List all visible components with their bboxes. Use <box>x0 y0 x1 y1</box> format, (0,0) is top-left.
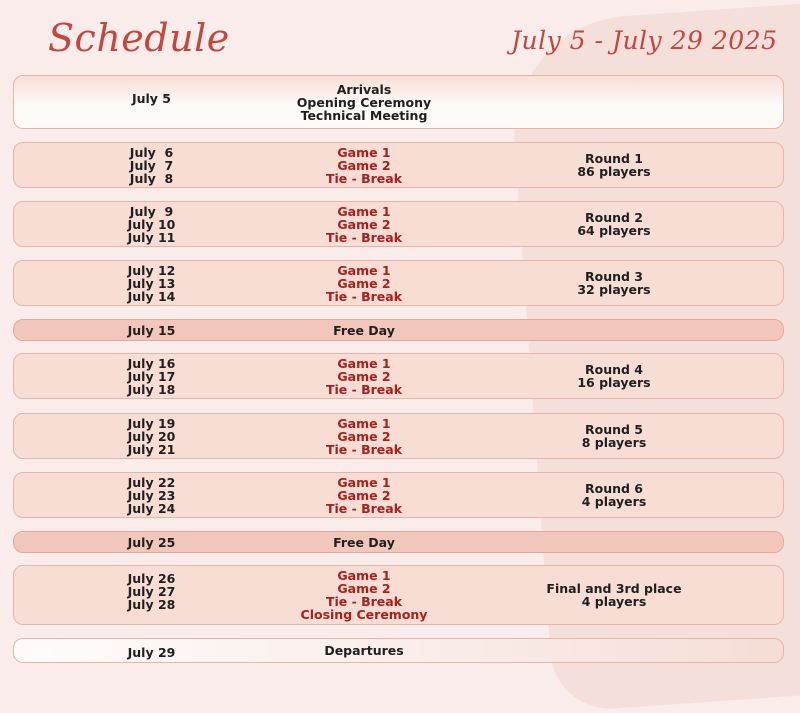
row-events <box>294 566 434 624</box>
date-label: July 28 <box>127 596 176 612</box>
date-label: July 5 <box>131 90 172 106</box>
event-label: Tie - Break <box>325 288 403 304</box>
round-label: Round 6 <box>584 481 643 496</box>
round-label: Round 2 <box>584 210 643 225</box>
schedule-row-arrivals <box>13 75 784 129</box>
event-label: Game 1 <box>337 262 391 278</box>
event-label: Game 2 <box>337 275 391 291</box>
event-label: Game 2 <box>337 487 391 503</box>
event-label: Tie - Break <box>325 594 403 609</box>
date-label: July 10 <box>127 216 176 232</box>
row-round <box>534 261 694 305</box>
row-dates <box>104 143 199 187</box>
event-label: Game 2 <box>337 428 391 444</box>
row-round <box>534 143 694 187</box>
round-label: Final and 3rd place <box>546 581 682 596</box>
event-label: Game 1 <box>337 203 391 219</box>
row-events <box>294 473 434 517</box>
date-label: July 22 <box>127 474 176 490</box>
date-label: July 25 <box>127 534 176 550</box>
event-label: Tie - Break <box>325 170 403 186</box>
event-label: Tie - Break <box>325 441 403 457</box>
event-label: Departures <box>324 643 404 658</box>
date-label: July 12 <box>127 262 176 278</box>
date-label: July 21 <box>127 441 176 457</box>
date-label: July 17 <box>127 368 176 384</box>
schedule-row-free-day <box>13 531 784 553</box>
event-label: Game 1 <box>337 355 391 371</box>
date-label: July 20 <box>127 428 176 444</box>
event-label: Technical Meeting <box>300 107 428 123</box>
event-label: Game 1 <box>337 568 391 583</box>
date-range: July 5 - July 29 2025 <box>511 26 778 55</box>
players-label: 4 players <box>581 594 647 609</box>
date-label: July 13 <box>127 275 176 291</box>
round-label: Round 4 <box>584 362 643 377</box>
event-label: Game 2 <box>337 216 391 232</box>
row-events <box>294 320 434 340</box>
players-label: 16 players <box>577 375 651 390</box>
date-label: July 18 <box>127 381 176 397</box>
row-dates <box>104 354 199 398</box>
date-label: July 19 <box>127 415 176 431</box>
row-round <box>534 566 694 624</box>
row-dates <box>104 532 199 552</box>
row-dates <box>104 261 199 305</box>
players-label: 86 players <box>577 164 651 179</box>
round-label: Round 1 <box>584 151 643 166</box>
date-label: July 15 <box>127 322 176 338</box>
page-title: Schedule <box>48 16 230 60</box>
date-label: July 14 <box>127 288 176 304</box>
row-round <box>534 414 694 458</box>
row-events <box>294 202 434 246</box>
event-label: Free Day <box>333 534 395 550</box>
row-dates <box>104 473 199 517</box>
event-label: Arrivals <box>336 81 392 97</box>
row-events <box>294 261 434 305</box>
row-dates <box>104 642 199 662</box>
event-label: Tie - Break <box>325 500 403 516</box>
row-dates <box>104 320 199 340</box>
players-label: 32 players <box>577 282 651 297</box>
date-label: July 6 <box>129 144 174 160</box>
row-events <box>294 639 434 662</box>
date-label: July 26 <box>127 570 176 586</box>
date-label: July 24 <box>127 500 176 516</box>
event-label: Tie - Break <box>325 381 403 397</box>
date-label: July 29 <box>127 644 176 660</box>
players-label: 4 players <box>581 494 647 509</box>
schedule-row-round-1 <box>13 142 784 188</box>
row-events <box>294 143 434 187</box>
date-label: July 8 <box>129 170 174 186</box>
row-dates <box>104 566 199 616</box>
round-label: Round 5 <box>584 422 643 437</box>
schedule-row-round-2 <box>13 201 784 247</box>
players-label: 8 players <box>581 435 647 450</box>
date-label: July 7 <box>129 157 174 173</box>
date-label: July 11 <box>127 229 176 245</box>
schedule-row-round-6 <box>13 472 784 518</box>
date-label: July 23 <box>127 487 176 503</box>
row-round <box>534 473 694 517</box>
event-label: Game 2 <box>337 157 391 173</box>
players-label: 64 players <box>577 223 651 238</box>
schedule-row-final <box>13 565 784 625</box>
row-dates <box>104 414 199 458</box>
event-label: Opening Ceremony <box>296 94 432 110</box>
date-label: July 27 <box>127 583 176 599</box>
row-round <box>534 354 694 398</box>
schedule-row-departures <box>13 638 784 663</box>
event-label: Game 2 <box>337 368 391 384</box>
schedule-row-round-5 <box>13 413 784 459</box>
schedule-row-free-day <box>13 319 784 341</box>
event-label: Game 2 <box>337 581 391 596</box>
row-dates <box>104 68 199 128</box>
round-label: Round 3 <box>584 269 643 284</box>
row-events <box>294 532 434 552</box>
row-round <box>534 202 694 246</box>
event-label: Free Day <box>333 322 395 338</box>
schedule-row-round-4 <box>13 353 784 399</box>
event-label: Tie - Break <box>325 229 403 245</box>
row-events <box>294 76 434 128</box>
date-label: July 9 <box>129 203 174 219</box>
row-dates <box>104 202 199 246</box>
event-label: Game 1 <box>337 144 391 160</box>
schedule-row-round-3 <box>13 260 784 306</box>
event-label: Game 1 <box>337 474 391 490</box>
event-label: Game 1 <box>337 415 391 431</box>
row-events <box>294 414 434 458</box>
row-events <box>294 354 434 398</box>
event-label: Closing Ceremony <box>300 607 428 622</box>
date-label: July 16 <box>127 355 176 371</box>
